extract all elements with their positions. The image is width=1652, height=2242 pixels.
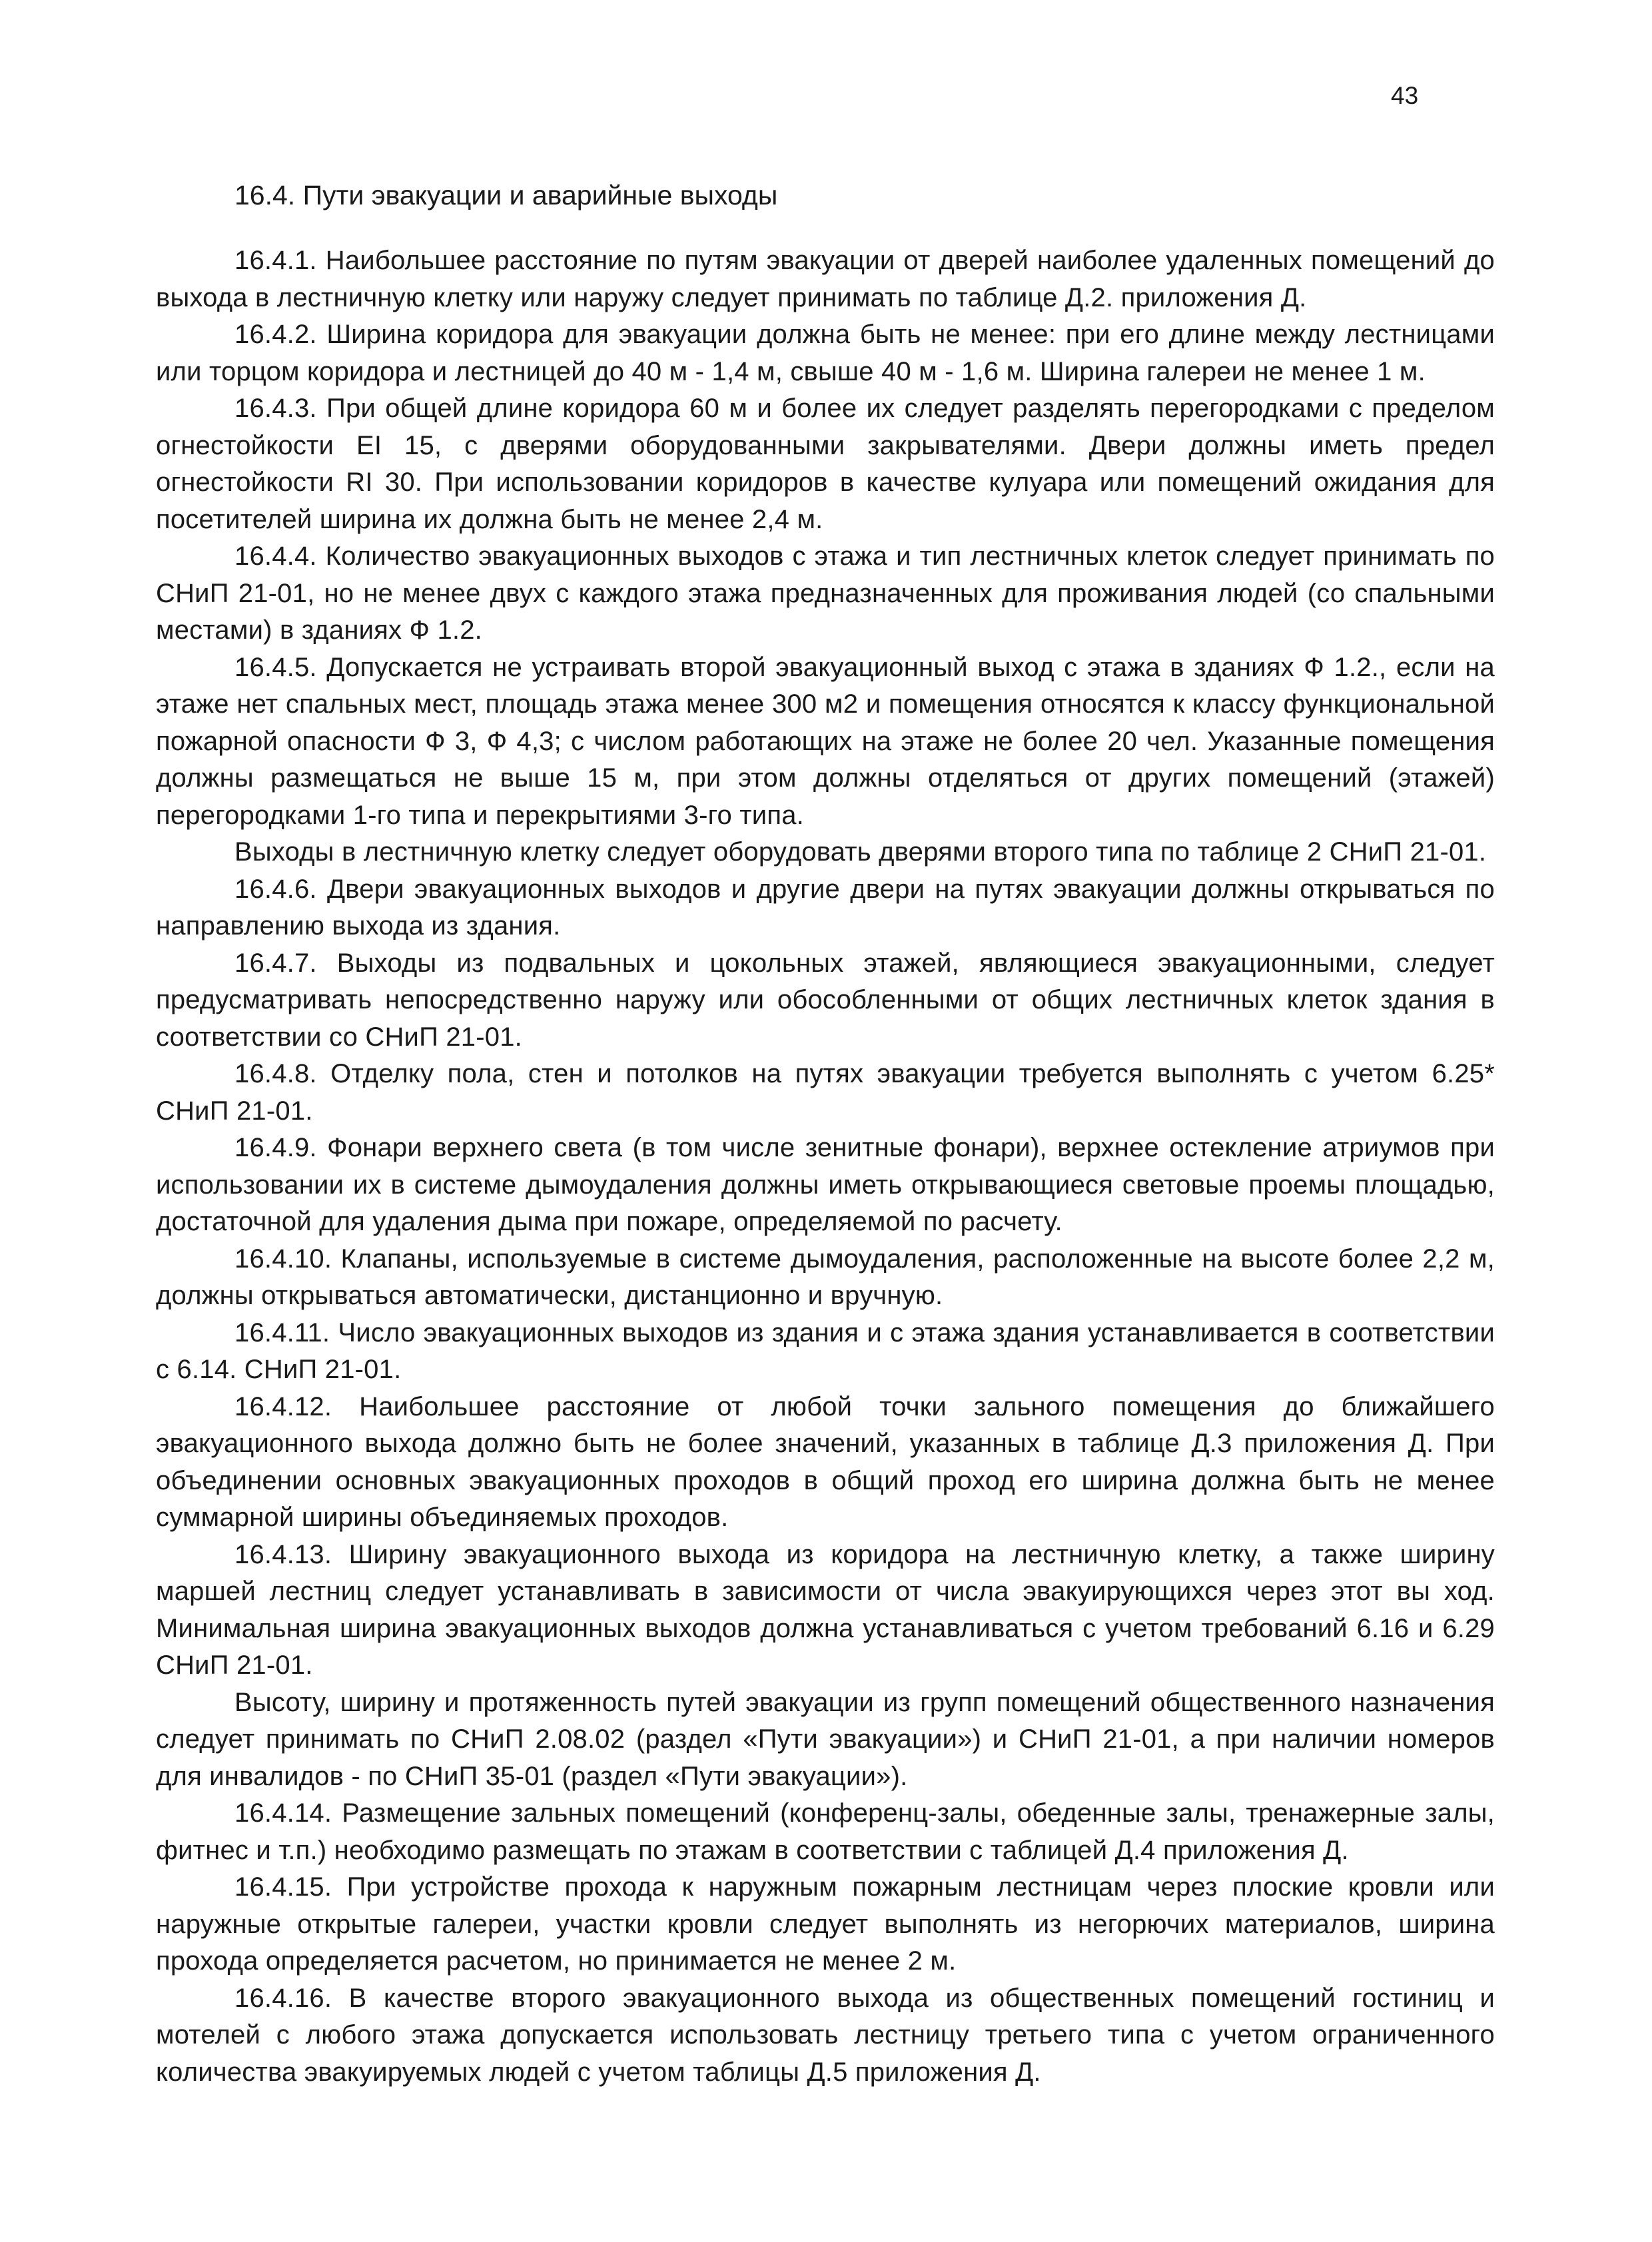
section-body (156, 242, 1495, 2091)
paragraph-16-4-9: 16.4.9. Фонари верхнего света (в том числе зенитные фонари), верхнее остекление атриумов при использовании их в системе дымоудаления должны иметь открывающиеся световые проемы площадью, достаточной для удаления дыма при пожаре, определяемой по расчету. (156, 1133, 1495, 1236)
paragraph-16-4-1: 16.4.1. Наибольшее расстояние по путям эвакуации от дверей наиболее удаленных помещений до выхода в лестничную клетку или наружу следует принимать по таблице Д.2. приложения Д. (156, 246, 1495, 312)
paragraph-16-4-8: 16.4.8. Отделку пола, стен и потолков на путях эвакуации требуется выполнять с учетом 6.25* СНиП 21-01. (156, 1059, 1495, 1126)
paragraph-16-4-7: 16.4.7. Выходы из подвальных и цокольных этажей, являющиеся эвакуационными, следует предусматривать непосредственно наружу или обособленными от общих лестничных клеток здания в соответствии со СНиП 21-01. (156, 948, 1495, 1052)
paragraph-16-4-2: 16.4.2. Ширина коридора для эвакуации должна быть не менее: при его длине между лестницами или торцом коридора и лестницей до 40 м - 1,4 м, свыше 40 м - 1,6 м. Ширина галереи не менее 1 м. (156, 320, 1495, 386)
paragraph-16-4-15: 16.4.15. При устройстве прохода к наружным пожарным лестницам через плоские кровли или наружные открытые галереи, участки кровли следует выполнять из негорючих материалов, ширина прохода определяется расчетом, но принимается не менее 2 м. (156, 1872, 1495, 1976)
page-number: 43 (1391, 82, 1419, 109)
paragraph-16-4-4: 16.4.4. Количество эвакуационных выходов с этажа и тип лестничных клеток следует принимать по СНиП 21-01, но не менее двух с каждого этажа предназначенных для проживания людей (со спальными местами) в зданиях Ф 1.2. (156, 542, 1495, 645)
section-heading: 16.4. Пути эвакуации и аварийные выходы (234, 180, 778, 210)
paragraph-16-4-5: 16.4.5. Допускается не устраивать второй эвакуационный выход с этажа в зданиях Ф 1.2., если на этаже нет спальных мест, площадь этажа менее 300 м2 и помещения относятся к классу функциональной пожарной опасности Ф 3, Ф 4,3; с числом работающих на этаже не более 20 чел. Указанные помещения должны размещаться не выше 15 м, при этом должны отделяться от других помещений (этажей) перегородками 1-го типа и перекрытиями 3-го типа. (156, 652, 1495, 830)
paragraph-16-4-11: 16.4.11. Число эвакуационных выходов из здания и с этажа здания устанавливается в соответствии с 6.14. СНиП 21-01. (156, 1317, 1495, 1384)
paragraph-16-4-12: 16.4.12. Наибольшее расстояние от любой точки зального помещения до ближайшего эвакуационного выхода должно быть не более значений, указанных в таблице Д.3 приложения Д. При объединении основных эвакуационных проходов в общий проход его ширина должна быть не менее суммарной ширины объединяемых проходов. (156, 1391, 1495, 1532)
paragraph-16-4-14: 16.4.14. Размещение зальных помещений (конференц-залы, обеденные залы, тренажерные залы, фитнес и т.п.) необходимо размещать по этажам в соответствии с таблицей Д.4 приложения Д. (156, 1798, 1495, 1865)
paragraph-16-4-13: 16.4.13. Ширину эвакуационного выхода из коридора на лестничную клетку, а также ширину маршей лестниц следует устанавливать в зависимости от числа эвакуирующихся через этот вы ход. Минимальная ширина эвакуационных выходов должна устанавливаться с учетом требований 6.16 и 6.29 СНиП 21-01. (156, 1539, 1495, 1680)
paragraph-16-4-10: 16.4.10. Клапаны, используемые в системе дымоудаления, расположенные на высоте более 2,2 м, должны открываться автоматически, дистанционно и вручную. (156, 1244, 1495, 1310)
paragraph-16-4-5-exits: Выходы в лестничную клетку следует оборудовать дверями второго типа по таблице 2 СНиП 21-01. (234, 837, 1487, 867)
paragraph-16-4-16: 16.4.16. В качестве второго эвакуационного выхода из общественных помещений гостиниц и мотелей с любого этажа допускается использовать лестницу третьего типа с учетом ограниченного количества эвакуируемых людей с учетом таблицы Д.5 приложения Д. (156, 1983, 1495, 2087)
paragraph-16-4-3: 16.4.3. При общей длине коридора 60 м и более их следует разделять перегородками с пределом огнестойкости EI 15, с дверями оборудованными закрывателями. Двери должны иметь предел огнестойкости RI 30. При использовании коридоров в качестве кулуара или помещений ожидания для посетителей ширина их должна быть не менее 2,4 м. (156, 394, 1495, 534)
paragraph-16-4-13-height: Высоту, ширину и протяженность путей эвакуации из групп помещений общественного назначения следует принимать по СНиП 2.08.02 (раздел «Пути эвакуации») и СНиП 21-01, а при наличии номеров для инвалидов - по СНиП 35-01 (раздел «Пути эвакуации»). (156, 1687, 1495, 1791)
paragraph-16-4-6: 16.4.6. Двери эвакуационных выходов и другие двери на путях эвакуации должны открываться по направлению выхода из здания. (156, 874, 1495, 940)
